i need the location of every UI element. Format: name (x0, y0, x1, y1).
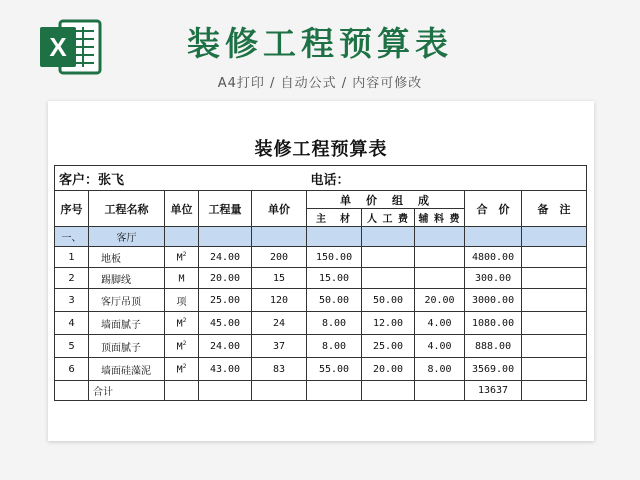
unit-text: M (176, 364, 183, 376)
cell-remark[interactable] (522, 268, 587, 289)
col-header-composition[interactable]: 单 价 组 成 (307, 191, 465, 209)
cell-unit[interactable] (165, 289, 199, 312)
section-cell[interactable] (252, 227, 307, 247)
col-header-unit[interactable]: 单位 (165, 191, 199, 227)
cell-price[interactable]: 15 (252, 268, 307, 289)
col-header-aux[interactable]: 辅 料 费 (415, 209, 465, 227)
cell-labor[interactable]: 50.00 (362, 289, 415, 312)
summary-seq[interactable] (55, 381, 89, 401)
table-row (55, 247, 587, 268)
cell-labor[interactable] (362, 268, 415, 289)
unit-superscript: 2 (182, 339, 187, 347)
section-row (55, 227, 587, 247)
cell-price[interactable]: 83 (252, 358, 307, 381)
cell-total[interactable]: 1080.00 (465, 312, 522, 335)
unit-text: M (176, 341, 183, 353)
summary-cell[interactable] (362, 381, 415, 401)
col-header-total[interactable]: 合 价 (465, 191, 522, 227)
cell-material[interactable]: 8.00 (307, 335, 362, 358)
cell-unit[interactable] (165, 247, 199, 268)
cell-seq[interactable]: 6 (55, 358, 89, 381)
cell-unit[interactable] (165, 335, 199, 358)
excel-logo-letter: X (49, 32, 67, 62)
budget-table (54, 165, 587, 401)
cell-seq[interactable]: 2 (55, 268, 89, 289)
cell-unit[interactable] (165, 268, 199, 289)
phone-label[interactable]: 电话： (307, 166, 587, 191)
cell-name[interactable]: 地板 (89, 247, 165, 268)
section-cell[interactable] (307, 227, 362, 247)
cell-remark[interactable] (522, 358, 587, 381)
cell-remark[interactable] (522, 335, 587, 358)
table-row (55, 268, 587, 289)
section-cell[interactable] (415, 227, 465, 247)
unit-superscript: 2 (182, 316, 187, 324)
summary-cell[interactable] (522, 381, 587, 401)
cell-aux[interactable] (415, 268, 465, 289)
cell-price[interactable]: 24 (252, 312, 307, 335)
header-row (55, 191, 587, 209)
cell-name[interactable]: 踢脚线 (89, 268, 165, 289)
cell-name[interactable]: 顶面腻子 (89, 335, 165, 358)
cell-seq[interactable]: 3 (55, 289, 89, 312)
unit-text: M (178, 273, 185, 285)
customer-row (55, 166, 587, 191)
cell-seq[interactable]: 1 (55, 247, 89, 268)
cell-qty[interactable]: 45.00 (199, 312, 252, 335)
col-header-remark[interactable]: 备 注 (522, 191, 587, 227)
cell-qty[interactable]: 25.00 (199, 289, 252, 312)
cell-labor[interactable]: 25.00 (362, 335, 415, 358)
cell-qty[interactable]: 24.00 (199, 247, 252, 268)
summary-total[interactable]: 13637 (465, 381, 522, 401)
cell-seq[interactable]: 5 (55, 335, 89, 358)
unit-superscript: 2 (182, 362, 187, 370)
col-header-name[interactable]: 工程名称 (89, 191, 165, 227)
summary-cell[interactable] (199, 381, 252, 401)
cell-total[interactable]: 3569.00 (465, 358, 522, 381)
cell-aux[interactable] (415, 247, 465, 268)
col-header-qty[interactable]: 工程量 (199, 191, 252, 227)
cell-aux[interactable]: 8.00 (415, 358, 465, 381)
summary-cell[interactable] (165, 381, 199, 401)
cell-qty[interactable]: 24.00 (199, 335, 252, 358)
cell-total[interactable]: 300.00 (465, 268, 522, 289)
table-row (55, 312, 587, 335)
cell-labor[interactable] (362, 247, 415, 268)
unit-text: M (176, 252, 183, 264)
summary-cell[interactable] (252, 381, 307, 401)
cell-price[interactable]: 200 (252, 247, 307, 268)
cell-material[interactable]: 15.00 (307, 268, 362, 289)
summary-cell[interactable] (415, 381, 465, 401)
section-cell[interactable] (199, 227, 252, 247)
cell-material[interactable]: 150.00 (307, 247, 362, 268)
cell-qty[interactable]: 43.00 (199, 358, 252, 381)
customer-label[interactable]: 客户：张飞 (55, 166, 307, 191)
unit-text: M (176, 318, 183, 330)
page-subtitle: A4打印 / 自动公式 / 内容可修改 (217, 76, 423, 91)
cell-labor[interactable]: 12.00 (362, 312, 415, 335)
cell-remark[interactable] (522, 312, 587, 335)
cell-total[interactable]: 4800.00 (465, 247, 522, 268)
cell-remark[interactable] (522, 247, 587, 268)
summary-cell[interactable] (307, 381, 362, 401)
section-seq[interactable]: 一、 (55, 227, 89, 247)
cell-name[interactable]: 客厅吊顶 (89, 289, 165, 312)
col-header-price[interactable]: 单价 (252, 191, 307, 227)
cell-material[interactable]: 55.00 (307, 358, 362, 381)
col-header-labor[interactable]: 人 工 费 (362, 209, 415, 227)
unit-text: 项 (176, 296, 187, 308)
section-cell[interactable] (362, 227, 415, 247)
sheet-title: 装修工程预算表 (254, 139, 388, 160)
cell-labor[interactable]: 20.00 (362, 358, 415, 381)
table-row (55, 335, 587, 358)
page-title: 装修工程预算表 (187, 24, 453, 63)
section-cell[interactable] (465, 227, 522, 247)
cell-material[interactable]: 8.00 (307, 312, 362, 335)
cell-aux[interactable]: 4.00 (415, 335, 465, 358)
cell-aux[interactable]: 4.00 (415, 312, 465, 335)
summary-row (55, 381, 587, 401)
cell-price[interactable]: 37 (252, 335, 307, 358)
cell-unit[interactable] (165, 312, 199, 335)
col-header-material[interactable]: 主 材 (307, 209, 362, 227)
unit-superscript: 2 (182, 250, 187, 258)
cell-qty[interactable]: 20.00 (199, 268, 252, 289)
cell-total[interactable]: 888.00 (465, 335, 522, 358)
cell-material[interactable]: 50.00 (307, 289, 362, 312)
cell-remark[interactable] (522, 289, 587, 312)
section-cell[interactable] (165, 227, 199, 247)
table-row (55, 358, 587, 381)
section-name[interactable]: 客厅 (89, 227, 165, 247)
col-header-seq[interactable]: 序号 (55, 191, 89, 227)
cell-aux[interactable]: 20.00 (415, 289, 465, 312)
cell-unit[interactable] (165, 358, 199, 381)
summary-label[interactable]: 合计 (89, 381, 165, 401)
cell-total[interactable]: 3000.00 (465, 289, 522, 312)
cell-price[interactable]: 120 (252, 289, 307, 312)
section-cell[interactable] (522, 227, 587, 247)
spreadsheet-preview (48, 101, 594, 441)
cell-name[interactable]: 墙面腻子 (89, 312, 165, 335)
cell-seq[interactable]: 4 (55, 312, 89, 335)
table-row (55, 289, 587, 312)
cell-name[interactable]: 墙面硅藻泥 (89, 358, 165, 381)
